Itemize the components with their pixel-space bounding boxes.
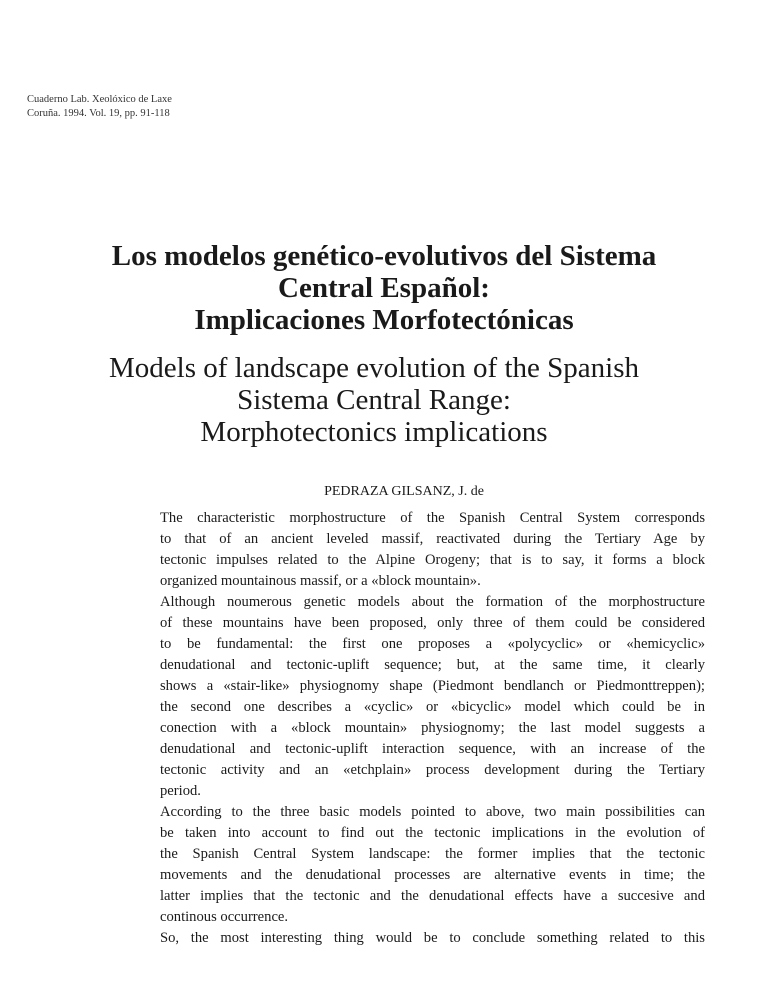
title-english-line: Sistema Central Range: bbox=[237, 384, 511, 416]
title-english bbox=[0, 352, 758, 448]
abstract-line: organized mountainous massif, or a «block mountain». bbox=[160, 573, 481, 589]
author: PEDRAZA GILSANZ, J. de bbox=[324, 484, 484, 499]
abstract-line: the Spanish Central System landscape: the former implies that the tectonic bbox=[160, 846, 705, 862]
abstract-line: to that of an ancient leveled massif, reactivated during the Tertiary Age by bbox=[160, 531, 705, 547]
abstract-line: denudational and tectonic-uplift sequence; but, at the same time, it clearly bbox=[160, 657, 705, 673]
journal-citation: Coruña. 1994. Vol. 19, pp. 91-118 bbox=[27, 108, 170, 119]
abstract-line: movements and the denudational processes are alternative events in time; the bbox=[160, 867, 705, 883]
abstract-line: According to the three basic models pointed to above, two main possibilities can bbox=[160, 804, 705, 820]
abstract-line: The characteristic morphostructure of the Spanish Central System corresponds bbox=[160, 510, 705, 526]
abstract-line: be taken into account to find out the tectonic implications in the evolution of bbox=[160, 825, 705, 841]
abstract-line: So, the most interesting thing would be to conclude something related to this bbox=[160, 930, 705, 946]
abstract-line: tectonic impulses related to the Alpine Orogeny; that is to say, it forms a block bbox=[160, 552, 705, 568]
abstract-line: Although noumerous genetic models about the formation of the morphostructure bbox=[160, 594, 705, 610]
journal-header bbox=[27, 93, 172, 121]
abstract-line: period. bbox=[160, 783, 201, 799]
title-english-line: Morphotectonics implications bbox=[200, 416, 548, 448]
title-spanish-line: Central Español: bbox=[278, 272, 490, 304]
abstract-line: conection with a «block mountain» physiognomy; the last model suggests a bbox=[160, 720, 705, 736]
abstract-line: denudational and tectonic-uplift interaction sequence, with an increase of the bbox=[160, 741, 705, 757]
abstract bbox=[160, 508, 705, 949]
abstract-line: tectonic activity and an «etchplain» process development during the Tertiary bbox=[160, 762, 705, 778]
title-spanish-line: Los modelos genético-evolutivos del Sistema bbox=[111, 240, 657, 272]
abstract-line: the second one describes a «cyclic» or «bicyclic» model which could be in bbox=[160, 699, 705, 715]
journal-name: Cuaderno Lab. Xeolóxico de Laxe bbox=[27, 94, 172, 105]
abstract-line: continous occurrence. bbox=[160, 909, 289, 925]
abstract-line: shows a «stair-like» physiognomy shape (Piedmont bendlanch or Piedmonttreppen); bbox=[160, 678, 705, 694]
abstract-line: of these mountains have been proposed, only three of them could be considered bbox=[160, 615, 705, 631]
title-spanish bbox=[0, 240, 768, 336]
title-spanish-line: Implicaciones Morfotectónicas bbox=[194, 304, 574, 336]
title-english-line: Models of landscape evolution of the Spanish bbox=[109, 352, 639, 384]
abstract-line: latter implies that the tectonic and the denudational effects have a succesive and bbox=[160, 888, 705, 904]
abstract-line: to be fundamental: the first one proposes a «polycyclic» or «hemicyclic» bbox=[160, 636, 705, 652]
